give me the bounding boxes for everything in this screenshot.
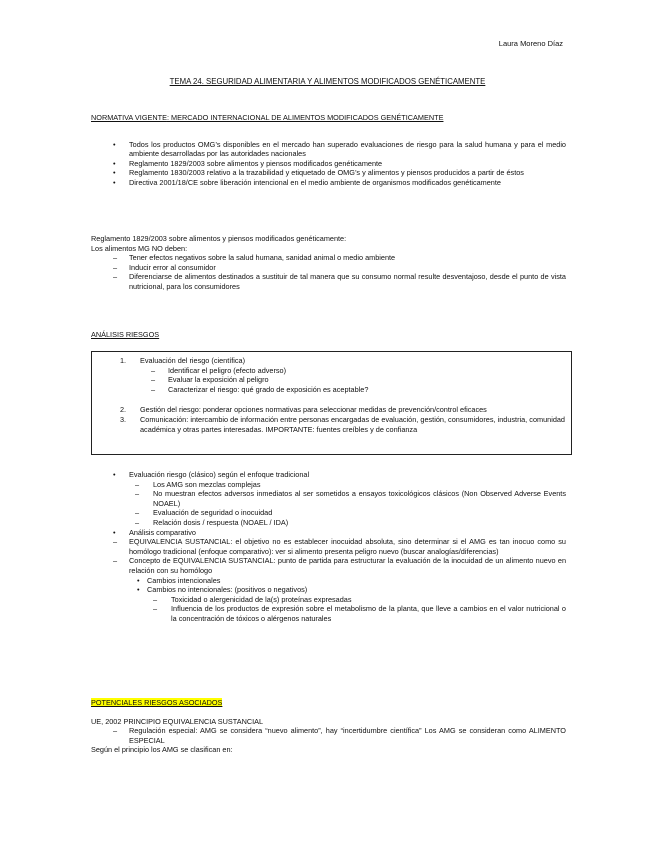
- box-item-1-list: [98, 366, 565, 395]
- list-item: – Evaluación de seguridad o inocuidad: [91, 508, 566, 518]
- list-item: – Influencia de los productos de expresión sobre el metabolismo de la planta, que lleve a cambios en el valor nutricional o la concentración de tóxicos o alérgenos naturales: [91, 604, 566, 623]
- evaluacion-list: [91, 470, 566, 480]
- reglamento-section: [91, 234, 566, 292]
- normativa-heading-prefix: NORMATIVA VIGENTE: [91, 113, 167, 122]
- list-item: • Evaluación riesgo (clásico) según el enfoque tradicional: [91, 470, 566, 480]
- list-item: – Toxicidad o alergenicidad de la(s) proteínas expresadas: [91, 595, 566, 605]
- item-number: 1.: [120, 356, 127, 365]
- list-item: – Concepto de EQUIVALENCIA SUSTANCIAL: punto de partida para estructurar la evaluación de la inocuidad de un alimento nuevo en relación con su homólogo: [91, 556, 566, 575]
- item-label: Gestión del riesgo: ponderar opciones normativas para seleccionar medidas de prevención/control eficaces: [140, 405, 487, 415]
- reglamento-list: [91, 253, 566, 291]
- comparativo-list: [91, 528, 566, 538]
- list-item: • Reglamento 1830/2003 relativo a la trazabilidad y etiquetado de OMG’s y alimentos y piensos producidos a partir de éstos: [91, 168, 566, 178]
- list-item: – Diferenciarse de alimentos destinados a sustituir de tal manera que su consumo normal resulte desventajoso, desde el punto de vista nutricional, para los consumidores: [91, 272, 566, 291]
- list-item: – Inducir error al consumidor: [91, 263, 566, 273]
- list-item: • Cambios intencionales: [91, 576, 566, 586]
- list-item: • Cambios no intencionales: (positivos o negativos): [91, 585, 566, 595]
- list-item: – Los AMG son mezclas complejas: [91, 480, 566, 490]
- list-item: – Evaluar la exposición al peligro: [98, 375, 565, 385]
- list-item: – Tener efectos negativos sobre la salud humana, sanidad animal o medio ambiente: [91, 253, 566, 263]
- list-item: • Todos los productos OMG’s disponibles en el mercado han superado evaluaciones de riesgo para la salud humana y para el medio ambiente desarrolladas por las autoridades nacionales: [91, 140, 566, 159]
- evaluacion-sublist: [91, 480, 566, 528]
- clasificacion-line: Según el principio los AMG se clasifican en:: [91, 745, 233, 755]
- equivalencia-list: [91, 537, 566, 575]
- potenciales-list: [91, 726, 566, 745]
- list-item: – Regulación especial: AMG se considera “nuevo alimento”, hay “incertidumbre científica” Los AMG se consideran como ALIMENTO ESPECIAL: [91, 726, 566, 745]
- normativa-list: [91, 140, 566, 188]
- evaluacion-section: [91, 470, 566, 624]
- list-item: – No muestran efectos adversos inmediatos al ser sometidos a ensayos toxicológicos clásicos (Non Observed Adverse Events NOAEL): [91, 489, 566, 508]
- ue-line: UE, 2002 PRINCIPIO EQUIVALENCIA SUSTANCIAL: [91, 716, 264, 726]
- potenciales-heading-text: POTENCIALES RIESGOS ASOCIADOS: [91, 698, 223, 707]
- list-item: – Identificar el peligro (efecto adverso): [98, 366, 565, 376]
- list-item: – Caracterizar el riesgo: qué grado de exposición es aceptable?: [98, 385, 565, 395]
- cambios-list: [91, 576, 566, 595]
- item-label: Evaluación del riesgo (científica): [140, 356, 246, 365]
- analisis-heading: ANÁLISIS RIESGOS: [91, 330, 160, 339]
- box-item-3: [98, 415, 565, 434]
- box-item-1: [98, 356, 565, 366]
- cambios-sublist: [91, 595, 566, 624]
- normativa-heading-rest: : MERCADO INTERNACIONAL DE ALIMENTOS MODIFICADOS GENÉTICAMENTE: [166, 113, 444, 122]
- box-item-2: [98, 405, 565, 415]
- author-name: Laura Moreno Díaz: [498, 39, 563, 48]
- list-item: • Reglamento 1829/2003 sobre alimentos y piensos modificados genéticamente: [91, 159, 566, 169]
- reglamento-subline: Los alimentos MG NO deben:: [91, 243, 188, 253]
- risk-analysis-box: [91, 351, 572, 455]
- potenciales-heading: [91, 698, 566, 708]
- normativa-heading: [91, 113, 566, 123]
- list-item: • Directiva 2001/18/CE sobre liberación intencional en el medio ambiente de organismos modificados genéticamente: [91, 178, 566, 188]
- list-item: • Análisis comparativo: [91, 528, 566, 538]
- reglamento-line: Reglamento 1829/2003 sobre alimentos y piensos modificados genéticamente:: [91, 234, 347, 243]
- potenciales-section: [91, 698, 566, 755]
- item-number: 3.: [120, 414, 127, 424]
- list-item: – EQUIVALENCIA SUSTANCIAL: el objetivo no es establecer inocuidad absoluta, sino determinar si el AMG es tan inocuo como su homólogo tradicional (enfoque comparativo): ver si alimento presenta peligro nuevo (buscar analogías/diferencias): [91, 537, 566, 556]
- item-label: Comunicación: intercambio de información entre personas encargadas de evaluación, gestión, consumidores, industria, comunidad académica y otras partes interesadas. IMPORTANTE: fuentes creíbles y de confianza: [140, 414, 565, 434]
- item-number: 2.: [120, 405, 127, 415]
- normativa-section: [91, 113, 566, 188]
- document-title: TEMA 24. SEGURIDAD ALIMENTARIA Y ALIMENTOS MODIFICADOS GENÉTICAMENTE: [169, 77, 486, 86]
- list-item: – Relación dosis / respuesta (NOAEL / IDA): [91, 518, 566, 528]
